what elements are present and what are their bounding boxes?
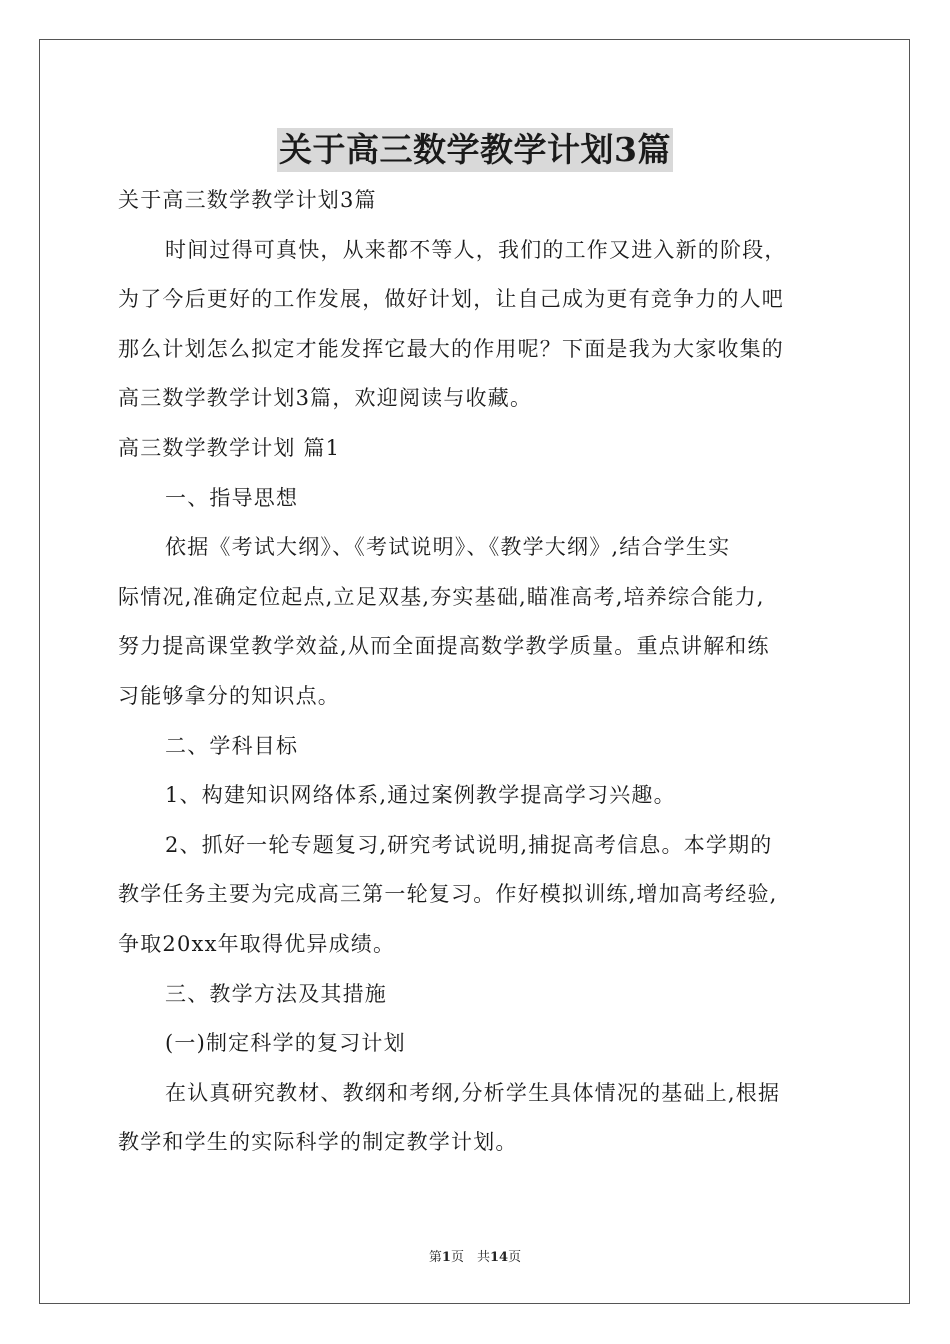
text-line: 高三数学教学计划 篇1 [118,435,341,460]
text-line: 那么计划怎么拟定才能发挥它最大的作用呢？下面是我为大家收集的 [118,336,784,361]
document-title: 关于高三数学教学计划3篇 [277,128,673,172]
text-line: 际情况,准确定位起点,立足双基,夯实基础,瞄准高考,培养综合能力, [118,584,765,609]
text-line: 依据《考试大纲》、《考试说明》、《教学大纲》,结合学生实 [165,535,731,560]
text-line: 三、教学方法及其措施 [165,981,387,1006]
footer-page-mid: 页 共 [450,1250,490,1265]
text-line: 为了今后更好的工作发展，做好计划，让自己成为更有竞争力的人吧 [118,287,784,312]
text-line: 教学任务主要为完成高三第一轮复习。作好模拟训练,增加高考经验, [118,882,778,907]
footer-page-suffix: 页 [508,1250,522,1265]
text-line: 一、指导思想 [165,485,299,510]
document-body [118,176,834,1168]
text-line: 习能够拿分的知识点。 [118,683,340,708]
footer-page-number: 1 [441,1250,451,1265]
text-line: 2、抓好一轮专题复习,研究考试说明,捕捉高考信息。本学期的 [165,832,773,857]
text-line: 二、学科目标 [165,733,299,758]
title-area [0,128,950,172]
text-line: 争取20xx年取得优异成绩。 [118,931,396,956]
text-line: 时间过得可真快，从来都不等人，我们的工作又进入新的阶段， [165,237,787,262]
page-footer [0,1246,950,1265]
text-line: 在认真研究教材、教纲和考纲,分析学生具体情况的基础上,根据 [165,1080,781,1105]
text-line: 关于高三数学教学计划3篇 [118,188,377,212]
text-line: 努力提高课堂教学效益,从而全面提高数学教学质量。重点讲解和练 [118,634,770,659]
text-line: (一)制定科学的复习计划 [165,1031,406,1056]
footer-total-pages: 14 [489,1250,509,1265]
text-line: 教学和学生的实际科学的制定教学计划。 [118,1130,518,1155]
text-line: 高三数学教学计划3篇，欢迎阅读与收藏。 [118,386,533,411]
footer-page-prefix: 第 [428,1250,442,1265]
text-line: 1、构建知识网络体系,通过案例教学提高学习兴趣。 [165,783,676,808]
